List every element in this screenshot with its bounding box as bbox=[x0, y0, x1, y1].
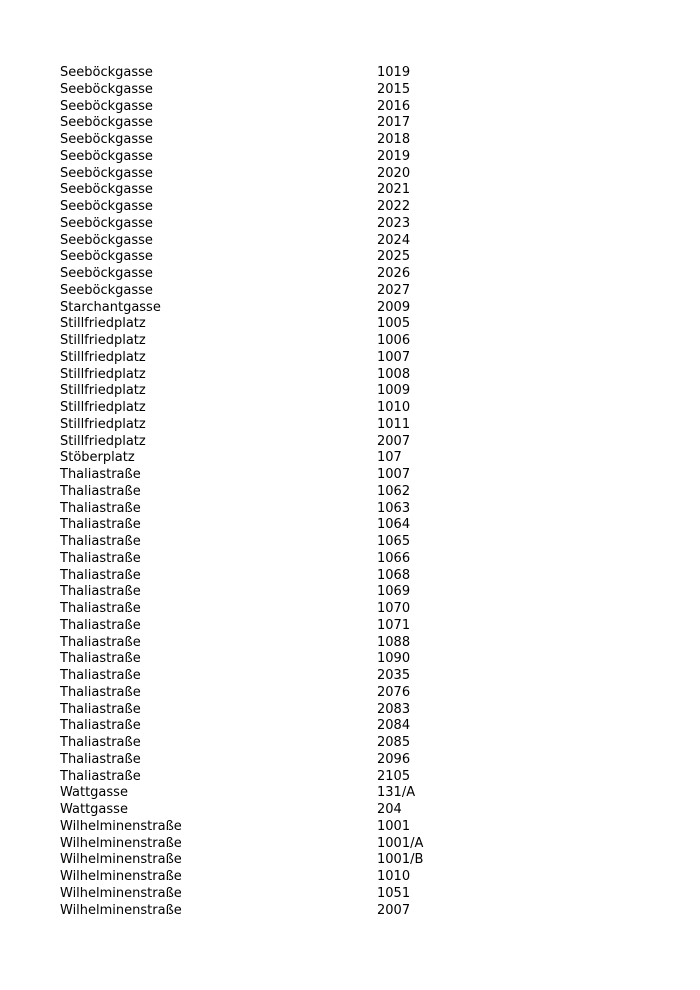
street-name: Wilhelminenstraße bbox=[60, 902, 182, 918]
list-item bbox=[60, 367, 660, 384]
street-name: Stillfriedplatz bbox=[60, 433, 146, 449]
street-name: Wilhelminenstraße bbox=[60, 852, 182, 868]
street-name: Stillfriedplatz bbox=[60, 316, 146, 332]
street-name: Wilhelminenstraße bbox=[60, 885, 182, 901]
street-name: Thaliastraße bbox=[60, 483, 141, 499]
house-number: 2021 bbox=[377, 182, 411, 198]
address-list bbox=[60, 65, 660, 919]
street-name: Seeböckgasse bbox=[60, 165, 153, 181]
street-name: Stillfriedplatz bbox=[60, 383, 146, 399]
list-item bbox=[60, 316, 660, 333]
house-number: 2027 bbox=[377, 282, 411, 298]
list-item bbox=[60, 115, 660, 132]
house-number: 204 bbox=[377, 802, 402, 817]
street-name: Stillfriedplatz bbox=[60, 416, 146, 432]
house-number: 1005 bbox=[377, 316, 411, 332]
list-item bbox=[60, 735, 660, 752]
street-name: Thaliastraße bbox=[60, 500, 141, 516]
street-name: Thaliastraße bbox=[60, 651, 141, 667]
list-item bbox=[60, 333, 660, 350]
list-item bbox=[60, 249, 660, 266]
house-number: 2035 bbox=[377, 668, 411, 683]
house-number: 1011 bbox=[377, 416, 411, 432]
list-item bbox=[60, 618, 660, 635]
street-name: Seeböckgasse bbox=[60, 115, 153, 131]
street-name: Thaliastraße bbox=[60, 735, 141, 750]
list-item bbox=[60, 350, 660, 367]
street-name: Thaliastraße bbox=[60, 534, 141, 549]
house-number: 2085 bbox=[377, 735, 411, 750]
house-number: 2023 bbox=[377, 215, 411, 231]
list-item bbox=[60, 182, 660, 199]
street-name: Seeböckgasse bbox=[60, 182, 153, 198]
street-name: Thaliastraße bbox=[60, 467, 141, 482]
list-item bbox=[60, 802, 660, 819]
list-item bbox=[60, 635, 660, 652]
list-item bbox=[60, 702, 660, 719]
house-number: 2022 bbox=[377, 199, 411, 214]
list-item bbox=[60, 752, 660, 769]
street-name: Seeböckgasse bbox=[60, 232, 153, 248]
street-name: Wilhelminenstraße bbox=[60, 869, 182, 884]
list-item bbox=[60, 568, 660, 585]
list-item bbox=[60, 718, 660, 735]
house-number: 1007 bbox=[377, 349, 411, 365]
house-number: 1010 bbox=[377, 400, 411, 415]
street-name: Thaliastraße bbox=[60, 567, 141, 583]
street-name: Thaliastraße bbox=[60, 634, 141, 650]
list-item bbox=[60, 166, 660, 183]
street-name: Thaliastraße bbox=[60, 550, 141, 566]
street-name: Seeböckgasse bbox=[60, 65, 153, 80]
street-name: Wilhelminenstraße bbox=[60, 835, 182, 851]
list-item bbox=[60, 65, 660, 82]
house-number: 2083 bbox=[377, 701, 411, 717]
house-number: 1001/A bbox=[377, 835, 424, 851]
street-name: Thaliastraße bbox=[60, 751, 141, 767]
house-number: 1008 bbox=[377, 366, 411, 382]
house-number: 2016 bbox=[377, 98, 411, 114]
house-number: 1066 bbox=[377, 550, 411, 566]
list-item bbox=[60, 233, 660, 250]
house-number: 2017 bbox=[377, 115, 411, 131]
street-name: Seeböckgasse bbox=[60, 215, 153, 231]
street-name: Stillfriedplatz bbox=[60, 400, 146, 415]
street-name: Stillfriedplatz bbox=[60, 333, 146, 348]
list-item bbox=[60, 601, 660, 618]
list-item bbox=[60, 534, 660, 551]
list-item bbox=[60, 99, 660, 116]
house-number: 2076 bbox=[377, 684, 411, 700]
list-item bbox=[60, 785, 660, 802]
house-number: 1090 bbox=[377, 651, 411, 667]
list-item bbox=[60, 886, 660, 903]
house-number: 2019 bbox=[377, 148, 411, 164]
house-number: 1001 bbox=[377, 818, 411, 834]
street-name: Wattgasse bbox=[60, 785, 128, 801]
list-item bbox=[60, 434, 660, 451]
house-number: 2025 bbox=[377, 249, 411, 265]
list-item bbox=[60, 903, 660, 920]
street-name: Thaliastraße bbox=[60, 617, 141, 633]
list-item bbox=[60, 450, 660, 467]
street-name: Thaliastraße bbox=[60, 701, 141, 717]
street-name: Seeböckgasse bbox=[60, 81, 153, 97]
street-name: Starchantgasse bbox=[60, 299, 161, 315]
street-name: Stöberplatz bbox=[60, 450, 135, 466]
street-name: Thaliastraße bbox=[60, 718, 141, 734]
list-item bbox=[60, 769, 660, 786]
house-number: 1070 bbox=[377, 601, 411, 616]
street-name: Seeböckgasse bbox=[60, 249, 153, 265]
list-item bbox=[60, 149, 660, 166]
street-name: Thaliastraße bbox=[60, 601, 141, 616]
house-number: 1009 bbox=[377, 383, 411, 399]
street-name: Stillfriedplatz bbox=[60, 349, 146, 365]
house-number: 1062 bbox=[377, 483, 411, 499]
list-item bbox=[60, 517, 660, 534]
list-item bbox=[60, 869, 660, 886]
street-name: Thaliastraße bbox=[60, 768, 141, 784]
list-item bbox=[60, 668, 660, 685]
list-item bbox=[60, 283, 660, 300]
street-name: Seeböckgasse bbox=[60, 132, 153, 147]
house-number: 2084 bbox=[377, 718, 411, 734]
list-item bbox=[60, 467, 660, 484]
house-number: 2105 bbox=[377, 768, 411, 784]
street-name: Seeböckgasse bbox=[60, 266, 153, 281]
street-name: Thaliastraße bbox=[60, 668, 141, 683]
list-item bbox=[60, 82, 660, 99]
street-name: Wattgasse bbox=[60, 802, 128, 817]
house-number: 1006 bbox=[377, 333, 411, 348]
list-item bbox=[60, 383, 660, 400]
house-number: 1019 bbox=[377, 65, 411, 80]
house-number: 1010 bbox=[377, 869, 411, 884]
list-item bbox=[60, 417, 660, 434]
street-name: Thaliastraße bbox=[60, 584, 141, 600]
house-number: 1068 bbox=[377, 567, 411, 583]
list-item bbox=[60, 584, 660, 601]
house-number: 2026 bbox=[377, 266, 411, 281]
list-item bbox=[60, 484, 660, 501]
list-item bbox=[60, 685, 660, 702]
list-item bbox=[60, 199, 660, 216]
house-number: 1064 bbox=[377, 517, 411, 533]
list-item bbox=[60, 551, 660, 568]
house-number: 1063 bbox=[377, 500, 411, 516]
house-number: 2009 bbox=[377, 299, 411, 315]
list-item bbox=[60, 216, 660, 233]
house-number: 2007 bbox=[377, 433, 411, 449]
list-item bbox=[60, 132, 660, 149]
house-number: 1007 bbox=[377, 467, 411, 482]
house-number: 2007 bbox=[377, 902, 411, 918]
house-number: 1071 bbox=[377, 617, 411, 633]
list-item bbox=[60, 836, 660, 853]
house-number: 2015 bbox=[377, 81, 411, 97]
house-number: 1065 bbox=[377, 534, 411, 549]
street-name: Thaliastraße bbox=[60, 684, 141, 700]
street-name: Stillfriedplatz bbox=[60, 366, 146, 382]
street-name: Seeböckgasse bbox=[60, 199, 153, 214]
list-item bbox=[60, 501, 660, 518]
list-item bbox=[60, 300, 660, 317]
house-number: 2096 bbox=[377, 751, 411, 767]
list-item bbox=[60, 651, 660, 668]
house-number: 1088 bbox=[377, 634, 411, 650]
house-number: 107 bbox=[377, 450, 402, 466]
house-number: 1051 bbox=[377, 885, 411, 901]
list-item bbox=[60, 400, 660, 417]
house-number: 2024 bbox=[377, 232, 411, 248]
house-number: 1069 bbox=[377, 584, 411, 600]
street-name: Thaliastraße bbox=[60, 517, 141, 533]
street-name: Wilhelminenstraße bbox=[60, 818, 182, 834]
list-item bbox=[60, 852, 660, 869]
list-item bbox=[60, 819, 660, 836]
street-name: Seeböckgasse bbox=[60, 148, 153, 164]
house-number: 131/A bbox=[377, 785, 416, 801]
list-item bbox=[60, 266, 660, 283]
street-name: Seeböckgasse bbox=[60, 282, 153, 298]
street-name: Seeböckgasse bbox=[60, 98, 153, 114]
house-number: 1001/B bbox=[377, 852, 424, 868]
house-number: 2018 bbox=[377, 132, 411, 147]
house-number: 2020 bbox=[377, 165, 411, 181]
